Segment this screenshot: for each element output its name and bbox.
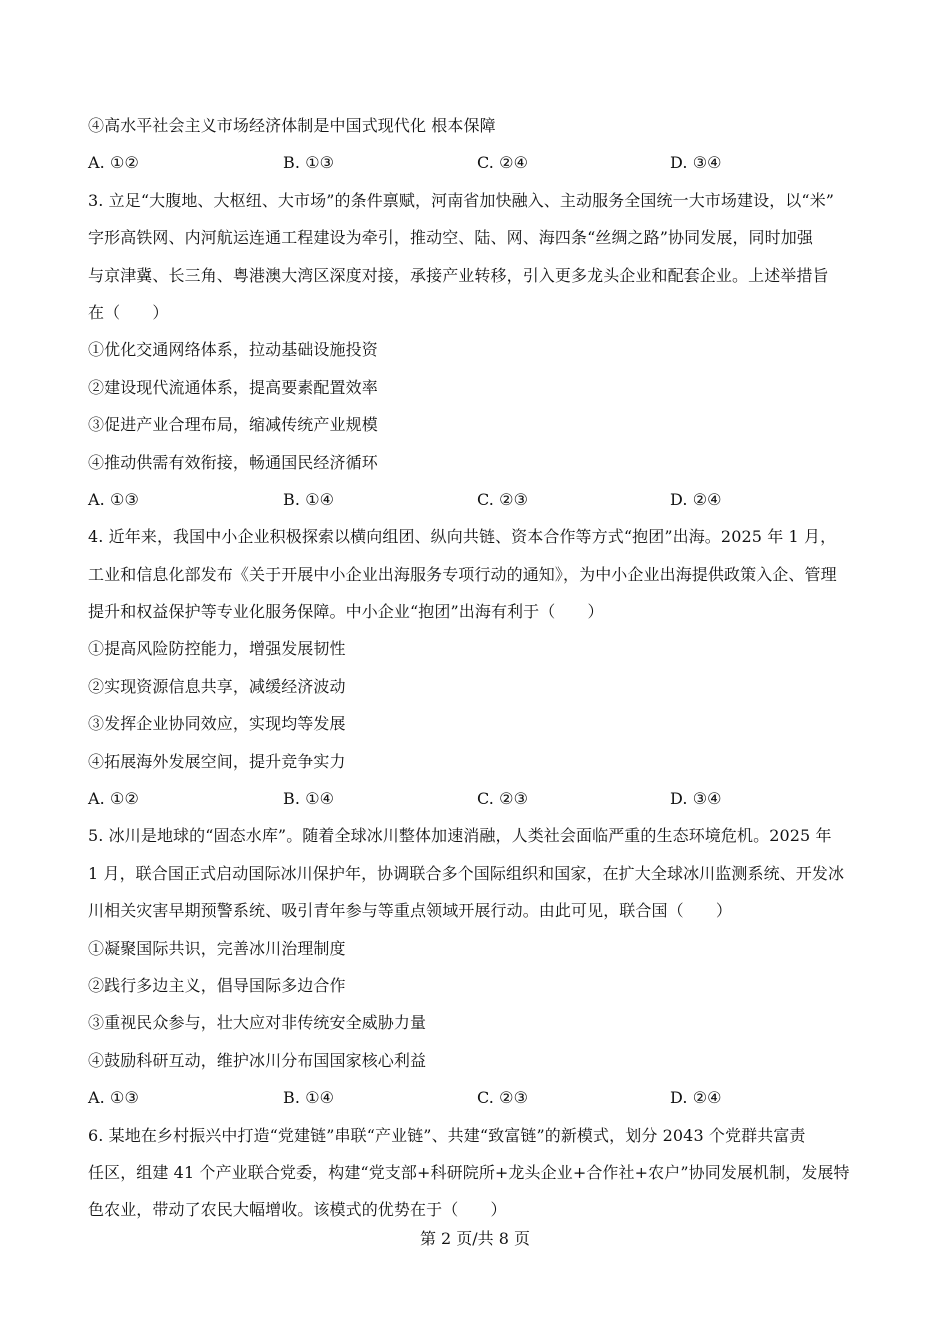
question-stem-line: 工业和信息化部发布《关于开展中小企业出海服务专项行动的通知》，为中小企业出海提供政策入企、管理 (88, 564, 837, 584)
question-stem-line: 任区，组建 41 个产业联合党委，构建“党支部+科研院所+龙头企业+合作社+农户”协同发展机制，发展特 (88, 1162, 850, 1182)
question-stem-line: 5. 冰川是地球的“固态水库”。随着全球冰川整体加速消融，人类社会面临严重的生态环境危机。2025 年 (88, 826, 832, 846)
question-stem-line: 提升和权益保护等专业化服务保障。中小企业“抱团”出海有利于（ ） (88, 602, 604, 622)
question-stem-line: 字形高铁网、内河航运连通工程建设为牵引，推动空、陆、网、海四条“丝绸之路”协同发展，同时加强 (88, 228, 813, 248)
question-stem-line: 色农业，带动了农民大幅增收。该模式的优势在于（ ） (88, 1200, 507, 1220)
statement: ④拓展海外发展空间，提升竞争实力 (88, 751, 346, 771)
statement: ③发挥企业协同效应，实现均等发展 (88, 714, 346, 734)
statement: ④高水平社会主义市场经济体制是中国式现代化 根本保障 (88, 116, 496, 135)
answer-options (88, 481, 878, 518)
question-stem-line: 4. 近年来，我国中小企业积极探索以横向组团、纵向共链、资本合作等方式“抱团”出海。2025 年 1 月， (88, 527, 837, 547)
answer-options (88, 144, 878, 181)
answer-option: D. ③④ (670, 153, 722, 173)
answer-option: B. ①③ (283, 153, 335, 173)
statement: ④推动供需有效衔接，畅通国民经济循环 (88, 452, 378, 472)
statement: ③促进产业合理布局，缩减传统产业规模 (88, 415, 378, 435)
answer-options (88, 1079, 878, 1116)
answer-option: C. ②③ (477, 1088, 529, 1108)
answer-option: C. ②③ (477, 789, 529, 809)
statement: ②建设现代流通体系，提高要素配置效率 (88, 377, 378, 397)
answer-option: A. ①② (88, 789, 139, 809)
answer-options (88, 780, 878, 817)
statement: ①凝聚国际共识，完善冰川治理制度 (88, 938, 346, 958)
statement: ③重视民众参与，壮大应对非传统安全威胁力量 (88, 1013, 427, 1033)
statement: ①优化交通网络体系，拉动基础设施投资 (88, 340, 378, 360)
question-stem-line: 3. 立足“大腹地、大枢纽、大市场”的条件禀赋，河南省加快融入、主动服务全国统一大市场建设，以“米” (88, 190, 835, 210)
answer-option: A. ①③ (88, 1088, 139, 1108)
answer-option: D. ②④ (670, 1088, 722, 1108)
answer-option: B. ①④ (283, 789, 335, 809)
answer-option: C. ②④ (477, 153, 529, 173)
statement: ②实现资源信息共享，减缓经济波动 (88, 676, 346, 696)
question-stem-line: 与京津冀、长三角、粤港澳大湾区深度对接，承接产业转移，引入更多龙头企业和配套企业。上述举措旨 (88, 265, 829, 285)
question-stem-line: 在（ ） (88, 302, 169, 322)
page-content (88, 107, 878, 1229)
page-footer: 第 2 页/共 8 页 (419, 1229, 531, 1248)
statement: ④鼓励科研互动，维护冰川分布国国家核心利益 (88, 1050, 427, 1070)
answer-option: B. ①④ (283, 489, 335, 509)
answer-option: A. ①② (88, 153, 139, 173)
answer-option: D. ②④ (670, 489, 722, 509)
statement: ①提高风险防控能力，增强发展韧性 (88, 639, 346, 659)
answer-option: B. ①④ (283, 1088, 335, 1108)
question-stem-line: 6. 某地在乡村振兴中打造“党建链”串联“产业链”、共建“致富链”的新模式，划分 2043 个党群共富责 (88, 1125, 806, 1145)
answer-option: D. ③④ (670, 789, 722, 809)
statement: ②践行多边主义，倡导国际多边合作 (88, 975, 346, 995)
answer-option: A. ①③ (88, 489, 139, 509)
question-stem-line: 川相关灾害早期预警系统、吸引青年参与等重点领域开展行动。由此可见，联合国（ ） (88, 901, 733, 921)
question-stem-line: 1 月，联合国正式启动国际冰川保护年，协调联合多个国际组织和国家，在扩大全球冰川监测系统、开发冰 (88, 863, 845, 883)
answer-option: C. ②③ (477, 489, 529, 509)
